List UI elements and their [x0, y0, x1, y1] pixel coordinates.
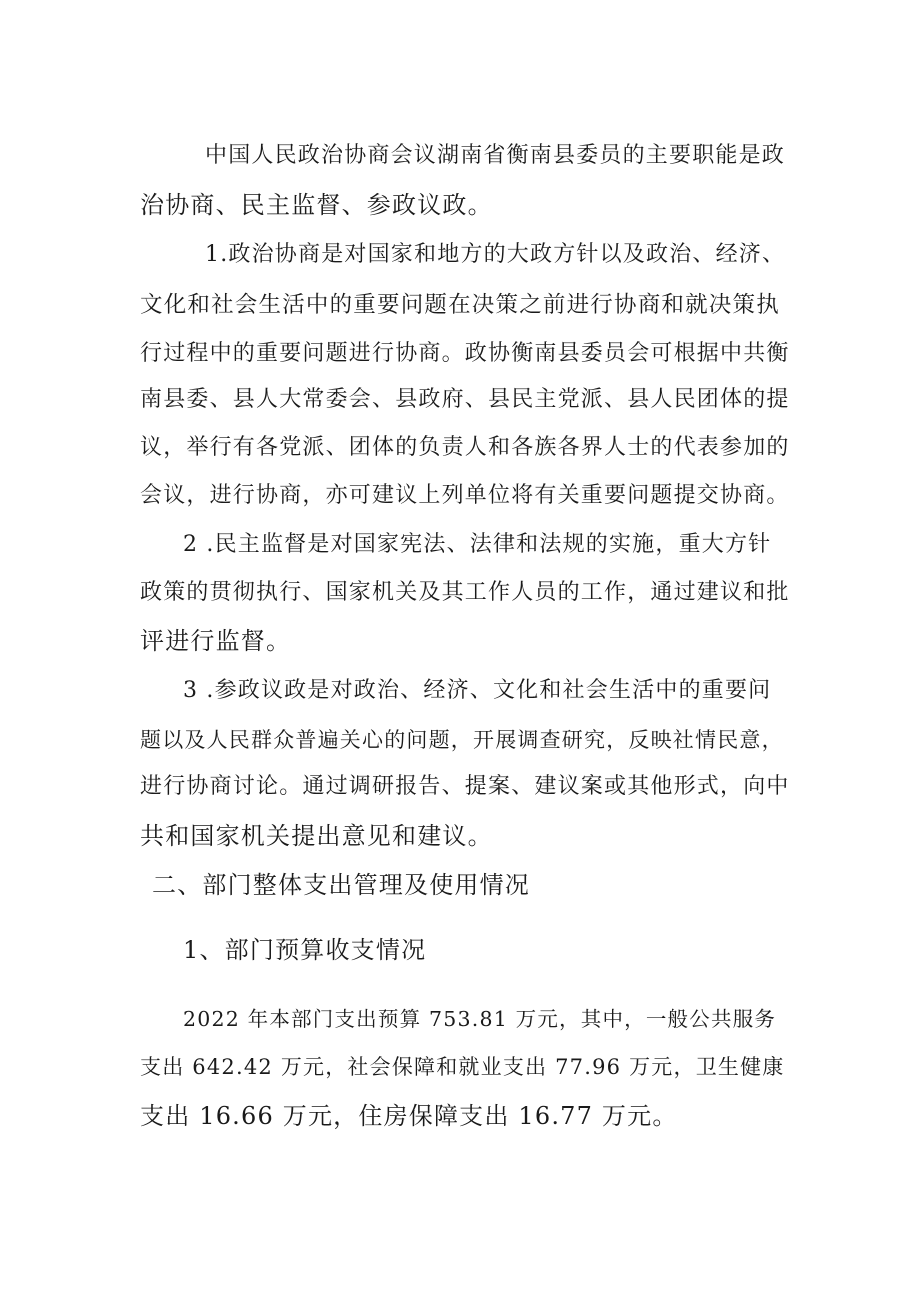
text-line: 共和国家机关提出意见和建议。: [140, 822, 493, 850]
text-line: 进行协商讨论。通过调研报告、提案、建议案或其他形式，向中: [140, 774, 790, 799]
text-line: 2 .民主监督是对国家宪法、法律和法规的实施，重大方针: [183, 532, 772, 557]
text-line: 行过程中的重要问题进行协商。政协衡南县委员会可根据中共衡: [140, 341, 790, 366]
text-line: 治协商、民主监督、参政议政。: [140, 191, 493, 219]
text-line: 议，举行有各党派、团体的负责人和各族各界人士的代表参加的: [140, 435, 790, 460]
text-line: 评进行监督。: [140, 627, 292, 655]
text-line: 题以及人民群众普遍关心的问题，开展调查研究，反映社情民意，: [140, 728, 784, 752]
text-line: 政策的贯彻执行、国家机关及其工作人员的工作，通过建议和批: [140, 580, 790, 605]
text-line: 支出 642.42 万元，社会保障和就业支出 77.96 万元，卫生健康: [140, 1055, 785, 1079]
text-line: 中国人民政治协商会议湖南省衡南县委员的主要职能是政: [205, 143, 786, 168]
text-line: 1.政治协商是对国家和地方的大政方针以及政治、经济、: [205, 242, 786, 267]
text-line: 3 .参政议政是对政治、经济、文化和社会生活中的重要问: [183, 678, 772, 703]
subsection-heading: 1、部门预算收支情况: [183, 936, 427, 964]
text-line: 支出 16.66 万元，住房保障支出 16.77 万元。: [140, 1102, 678, 1130]
text-line: 文化和社会生活中的重要问题在决策之前进行协商和就决策执: [140, 292, 780, 318]
text-line: 南县委、县人大常委会、县政府、县民主党派、县人民团体的提: [140, 387, 790, 412]
text-line: 2022 年本部门支出预算 753.81 万元，其中，一般公共服务: [183, 1007, 777, 1031]
text-line: 会议，进行协商，亦可建议上列单位将有关重要问题提交协商。: [140, 483, 790, 508]
section-heading: 二、部门整体支出管理及使用情况: [152, 871, 530, 899]
